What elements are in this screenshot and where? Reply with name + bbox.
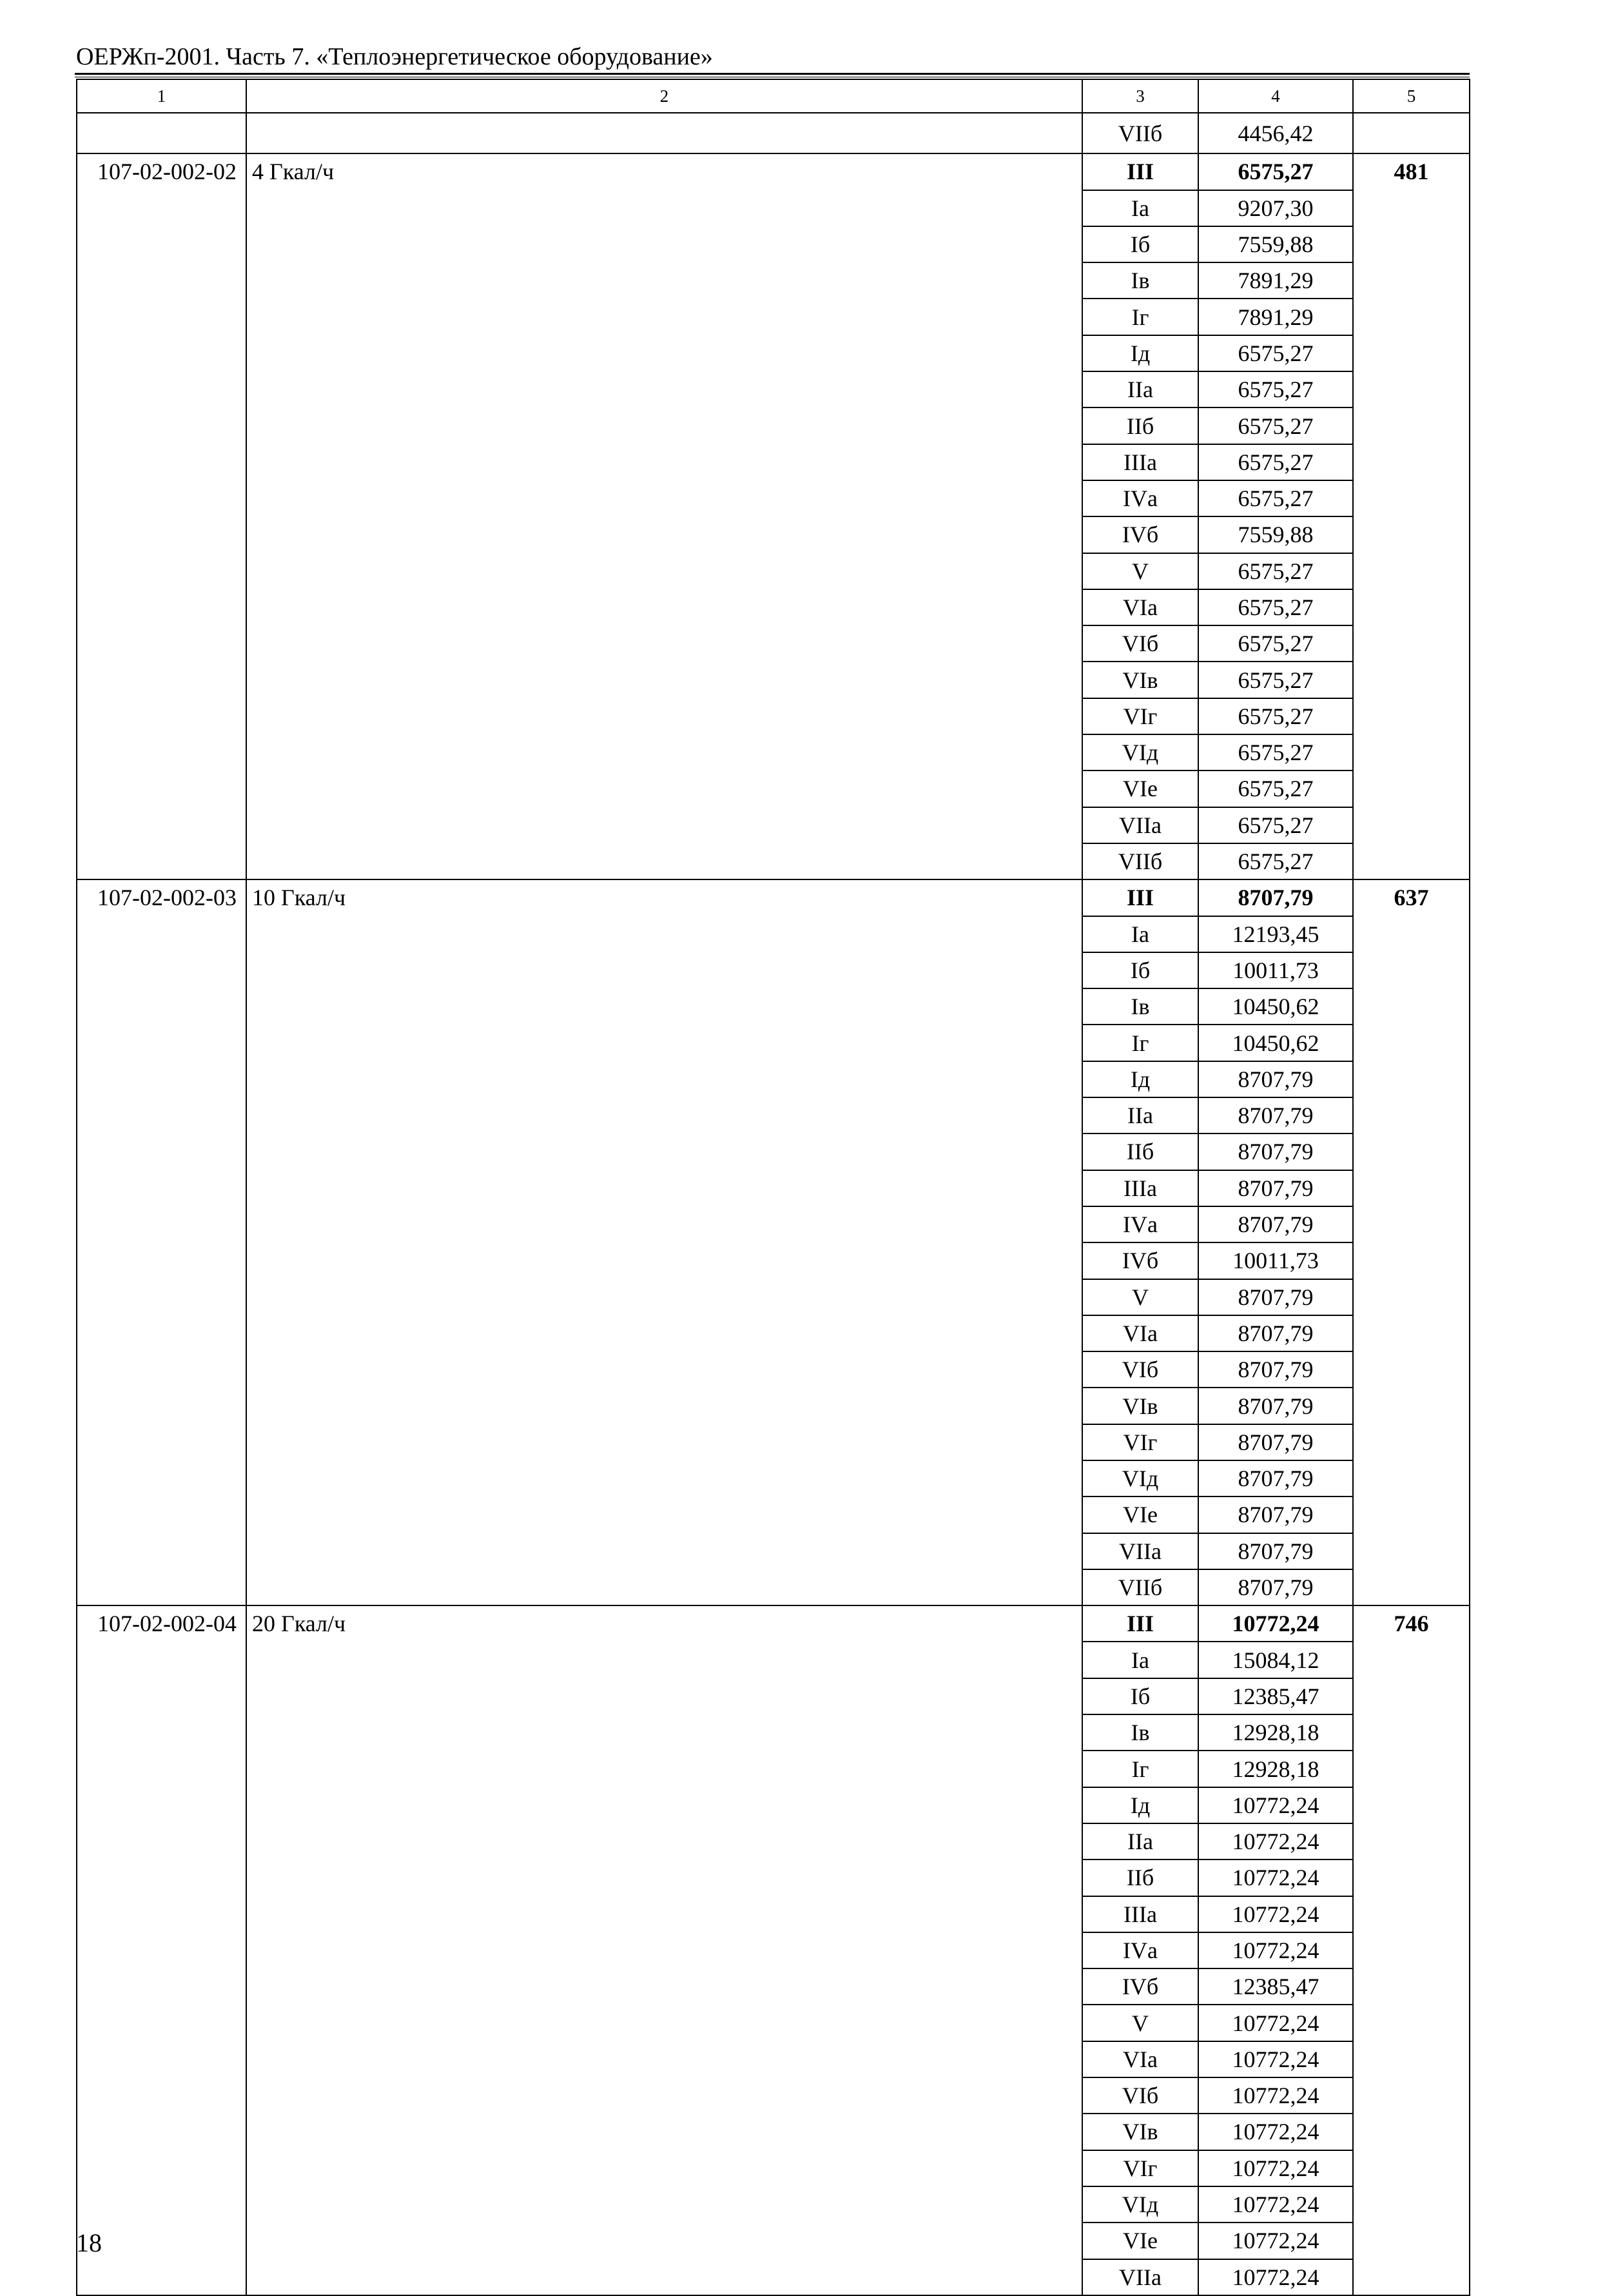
price-cell: 6575,27 — [1198, 335, 1353, 371]
page-number: 18 — [76, 2228, 102, 2257]
column-header-2: 2 — [246, 79, 1082, 113]
price-table-body — [77, 79, 1470, 2295]
zone-cell: IIб — [1082, 1859, 1198, 1896]
zone-cell: IIа — [1082, 371, 1198, 407]
price-cell: 6575,27 — [1198, 444, 1353, 480]
price-cell: 6575,27 — [1198, 698, 1353, 734]
price-cell: 8707,79 — [1198, 1496, 1353, 1533]
price-cell: 12385,47 — [1198, 1678, 1353, 1714]
price-cell: 7559,88 — [1198, 516, 1353, 553]
zone-cell: VIб — [1082, 2077, 1198, 2114]
price-cell: 6575,27 — [1198, 807, 1353, 843]
price-cell: 10772,24 — [1198, 2150, 1353, 2186]
price-cell: 8707,79 — [1198, 1388, 1353, 1424]
zone-cell: IIа — [1082, 1097, 1198, 1133]
zone-cell: Iд — [1082, 1061, 1198, 1097]
price-cell: 10772,24 — [1198, 1859, 1353, 1896]
zone-cell: VIб — [1082, 1351, 1198, 1388]
column-header-5: 5 — [1353, 79, 1470, 113]
zone-cell: Iб — [1082, 226, 1198, 262]
price-cell: 12928,18 — [1198, 1751, 1353, 1787]
continuation-row — [77, 113, 1470, 153]
zone-cell: IVа — [1082, 1206, 1198, 1242]
zone-cell: IIб — [1082, 407, 1198, 444]
price-cell: 8707,79 — [1198, 1133, 1353, 1170]
zone-cell: V — [1082, 2005, 1198, 2041]
zone-cell: VIа — [1082, 2041, 1198, 2077]
column-header-row — [77, 79, 1470, 113]
zone-cell: IIа — [1082, 1823, 1198, 1859]
zone-cell: VIв — [1082, 1388, 1198, 1424]
price-cell: 6575,27 — [1198, 625, 1353, 662]
price-cell: 9207,30 — [1198, 190, 1353, 226]
price-cell: 7559,88 — [1198, 226, 1353, 262]
price-cell: 12928,18 — [1198, 1714, 1353, 1751]
price-cell: 8707,79 — [1198, 1533, 1353, 1569]
zone-cell: IIIа — [1082, 444, 1198, 480]
item-total-cell: 637 — [1353, 879, 1470, 1605]
table-row — [77, 879, 1470, 916]
zone-cell: VIб — [1082, 625, 1198, 662]
price-cell: 8707,79 — [1198, 1206, 1353, 1242]
column-header-3: 3 — [1082, 79, 1198, 113]
zone-cell: VIIб — [1082, 843, 1198, 879]
page-header-title: ОЕРЖп-2001. Часть 7. «Теплоэнергетическое оборудование» — [76, 43, 713, 70]
price-cell: 15084,12 — [1198, 1642, 1353, 1678]
price-cell: 10772,24 — [1198, 1605, 1353, 1642]
zone-cell: IVб — [1082, 516, 1198, 553]
price-cell: 10450,62 — [1198, 988, 1353, 1025]
item-code-cell: 107-02-002-03 — [77, 879, 246, 1605]
zone-cell: VIIа — [1082, 2259, 1198, 2295]
zone-cell: V — [1082, 1279, 1198, 1315]
price-cell: 6575,27 — [1198, 843, 1353, 879]
price-cell: 6575,27 — [1198, 770, 1353, 807]
price-cell: 8707,79 — [1198, 1460, 1353, 1496]
price-cell: 8707,79 — [1198, 1170, 1353, 1206]
price-cell: 10011,73 — [1198, 952, 1353, 988]
price-cell: 12193,45 — [1198, 916, 1353, 952]
item-name-cell: 4 Гкал/ч — [246, 153, 1082, 879]
price-cell: 7891,29 — [1198, 262, 1353, 299]
zone-cell: VIе — [1082, 770, 1198, 807]
price-cell: 10772,24 — [1198, 2259, 1353, 2295]
price-cell: 8707,79 — [1198, 1569, 1353, 1605]
zone-cell: Iа — [1082, 1642, 1198, 1678]
zone-cell: Iд — [1082, 1787, 1198, 1823]
zone-cell: Iв — [1082, 1714, 1198, 1751]
zone-cell: III — [1082, 879, 1198, 916]
price-cell: 10772,24 — [1198, 1932, 1353, 1968]
zone-cell: IIIа — [1082, 1170, 1198, 1206]
item-total-cell: 746 — [1353, 1605, 1470, 2295]
continuation-total-cell — [1353, 113, 1470, 153]
zone-cell: Iб — [1082, 1678, 1198, 1714]
price-cell: 4456,42 — [1198, 113, 1353, 153]
price-cell: 10772,24 — [1198, 2005, 1353, 2041]
zone-cell: Iг — [1082, 1025, 1198, 1061]
zone-cell: IIб — [1082, 1133, 1198, 1170]
price-cell: 10772,24 — [1198, 1896, 1353, 1932]
zone-cell: V — [1082, 553, 1198, 589]
zone-cell: VIг — [1082, 1424, 1198, 1460]
zone-cell: VIе — [1082, 2222, 1198, 2259]
price-cell: 8707,79 — [1198, 1279, 1353, 1315]
zone-cell: IIIа — [1082, 1896, 1198, 1932]
zone-cell: VIд — [1082, 1460, 1198, 1496]
zone-cell: VIIа — [1082, 1533, 1198, 1569]
zone-cell: IVа — [1082, 480, 1198, 516]
price-cell: 6575,27 — [1198, 480, 1353, 516]
price-cell: 10772,24 — [1198, 2114, 1353, 2150]
table-row — [77, 1605, 1470, 1642]
zone-cell: VIа — [1082, 589, 1198, 625]
price-cell: 8707,79 — [1198, 1097, 1353, 1133]
zone-cell: VIIб — [1082, 1569, 1198, 1605]
price-cell: 10772,24 — [1198, 1787, 1353, 1823]
price-table — [76, 79, 1470, 2296]
item-name-cell: 10 Гкал/ч — [246, 879, 1082, 1605]
zone-cell: III — [1082, 153, 1198, 190]
price-cell: 10772,24 — [1198, 2041, 1353, 2077]
column-header-1: 1 — [77, 79, 246, 113]
price-cell: 7891,29 — [1198, 299, 1353, 335]
price-cell: 6575,27 — [1198, 153, 1353, 190]
zone-cell: VIд — [1082, 2186, 1198, 2222]
zone-cell: Iа — [1082, 190, 1198, 226]
zone-cell: VIе — [1082, 1496, 1198, 1533]
zone-cell: VIв — [1082, 2114, 1198, 2150]
zone-cell: VIг — [1082, 698, 1198, 734]
zone-cell: Iг — [1082, 1751, 1198, 1787]
price-cell: 10772,24 — [1198, 2222, 1353, 2259]
item-name-cell: 20 Гкал/ч — [246, 1605, 1082, 2295]
continuation-code-cell — [77, 113, 246, 153]
item-code-cell: 107-02-002-04 — [77, 1605, 246, 2295]
item-total-cell: 481 — [1353, 153, 1470, 879]
price-cell: 12385,47 — [1198, 1968, 1353, 2005]
zone-cell: IVб — [1082, 1242, 1198, 1279]
price-cell: 8707,79 — [1198, 1351, 1353, 1388]
zone-cell: VIд — [1082, 734, 1198, 770]
price-cell: 10772,24 — [1198, 2077, 1353, 2114]
item-code-cell: 107-02-002-02 — [77, 153, 246, 879]
price-cell: 6575,27 — [1198, 371, 1353, 407]
zone-cell: VIа — [1082, 1315, 1198, 1351]
price-cell: 6575,27 — [1198, 589, 1353, 625]
price-cell: 8707,79 — [1198, 1424, 1353, 1460]
zone-cell: VIIа — [1082, 807, 1198, 843]
zone-cell: VIIб — [1082, 113, 1198, 153]
price-cell: 6575,27 — [1198, 662, 1353, 698]
continuation-name-cell — [246, 113, 1082, 153]
price-cell: 8707,79 — [1198, 879, 1353, 916]
zone-cell: Iб — [1082, 952, 1198, 988]
price-cell: 10772,24 — [1198, 2186, 1353, 2222]
price-cell: 6575,27 — [1198, 734, 1353, 770]
price-cell: 10011,73 — [1198, 1242, 1353, 1279]
zone-cell: Iа — [1082, 916, 1198, 952]
zone-cell: VIг — [1082, 2150, 1198, 2186]
zone-cell: IVб — [1082, 1968, 1198, 2005]
price-cell: 8707,79 — [1198, 1315, 1353, 1351]
zone-cell: III — [1082, 1605, 1198, 1642]
zone-cell: Iв — [1082, 262, 1198, 299]
zone-cell: VIв — [1082, 662, 1198, 698]
zone-cell: IVа — [1082, 1932, 1198, 1968]
price-cell: 6575,27 — [1198, 407, 1353, 444]
price-cell: 8707,79 — [1198, 1061, 1353, 1097]
price-cell: 10772,24 — [1198, 1823, 1353, 1859]
column-header-4: 4 — [1198, 79, 1353, 113]
table-row — [77, 153, 1470, 190]
price-cell: 10450,62 — [1198, 1025, 1353, 1061]
header-rule-thick — [75, 73, 1470, 75]
zone-cell: Iд — [1082, 335, 1198, 371]
zone-cell: Iг — [1082, 299, 1198, 335]
zone-cell: Iв — [1082, 988, 1198, 1025]
price-cell: 6575,27 — [1198, 553, 1353, 589]
